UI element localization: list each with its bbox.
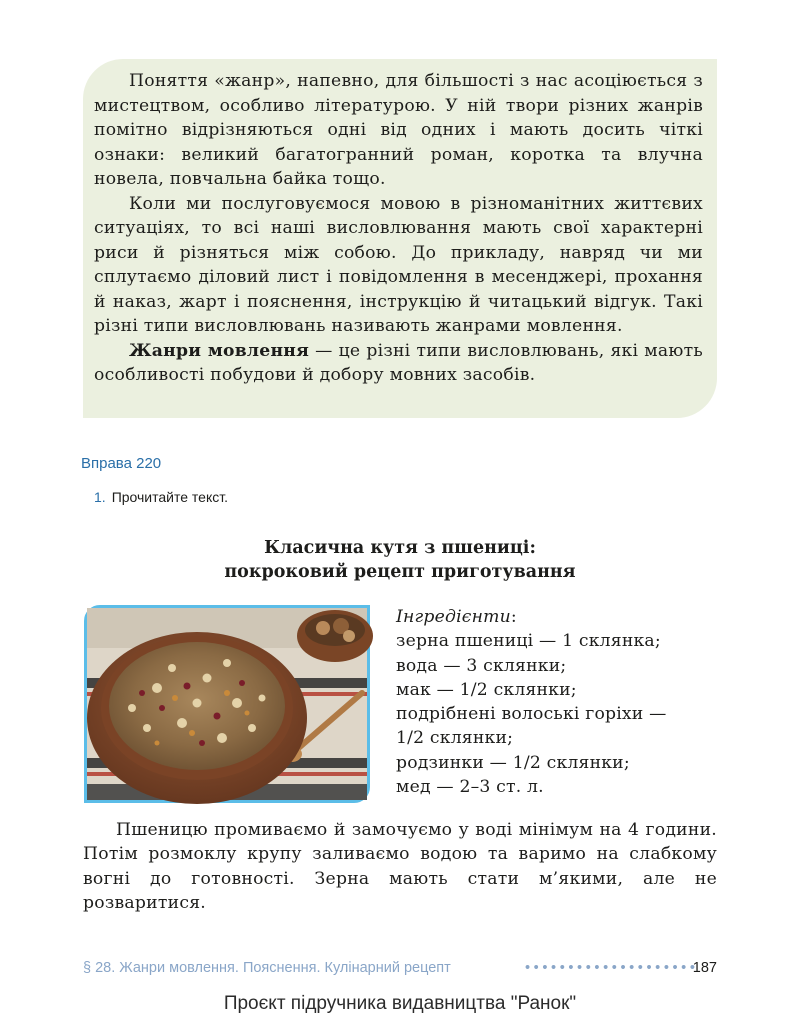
ingredient-item: 1/2 склянки;	[396, 728, 514, 749]
ingredient-item: зерна пшениці — 1 склянка;	[396, 631, 661, 652]
ingredients-list	[396, 605, 716, 799]
definition-text: — це різні типи висловлювань, які мають особливості побудови й добору мовних засобів.	[94, 340, 704, 385]
ingredient-item: мед — 2–3 ст. л.	[396, 777, 544, 798]
ingredient-item: подрібнені волоські горіхи —	[396, 704, 667, 725]
kutia-bowl-illustration	[87, 608, 367, 800]
footer-section-title: § 28. Жанри мовлення. Пояснення. Кулінарний рецепт	[83, 960, 451, 976]
ingredient-item: вода — 3 склянки;	[396, 655, 567, 676]
definition-term: Жанри мовлення	[129, 340, 310, 361]
publisher-watermark: Проєкт підручника видавництва "Ранок"	[223, 993, 577, 1014]
page-number: 187	[692, 960, 717, 976]
task-item	[94, 489, 228, 505]
kutia-photo	[84, 605, 370, 803]
footer-leader-dots: ••••••••••••••••••••	[525, 960, 699, 976]
theory-box	[83, 59, 717, 418]
ingredient-item: родзинки — 1/2 склянки;	[396, 752, 630, 773]
recipe-method: Пшеницю промиваємо й замочуємо у воді мінімум на 4 години. Потім розмоклу крупу заливаємо водою та варимо на слабкому вогні до готовності. Зерна мають стати м’якими, але не розваритися.	[83, 820, 717, 913]
theory-paragraph-1: Поняття «жанр», напевно, для більшості з нас асоціюється з мистецтвом, особливо літературою. У ній твори різних жанрів помітно відрізняються одні від одних і мають досить чіткі ознаки: великий багатогранний роман, коротка та влучна новела, повчальна байка тощо.	[94, 71, 703, 189]
recipe-title-line-1: Класична кутя з пшениці:	[264, 538, 536, 558]
ingredients-heading: Інгредієнти:	[396, 607, 517, 627]
exercise-label: Вправа 220	[81, 455, 162, 472]
recipe-title-line-2: покроковий рецепт приготування	[224, 562, 576, 582]
task-number: 1.	[94, 489, 106, 505]
page-footer	[83, 960, 717, 980]
task-text: Прочитайте текст.	[111, 489, 228, 505]
theory-paragraph-2: Коли ми послуговуємося мовою в різноманітних життєвих ситуаціях, то всі наші висловлювання мають свої характерні риси й різняться між собою. До прикладу, навряд чи ми сплутаємо діловий лист і повідомлення в месенджері, прохання й наказ, жарт і пояснення, інструкцію й читацький відгук. Такі різні типи висловлювань називають жанрами мовлення.	[94, 193, 703, 336]
recipe-title	[150, 536, 650, 584]
theory-definition	[94, 339, 703, 388]
ingredient-item: мак — 1/2 склянки;	[396, 679, 577, 700]
